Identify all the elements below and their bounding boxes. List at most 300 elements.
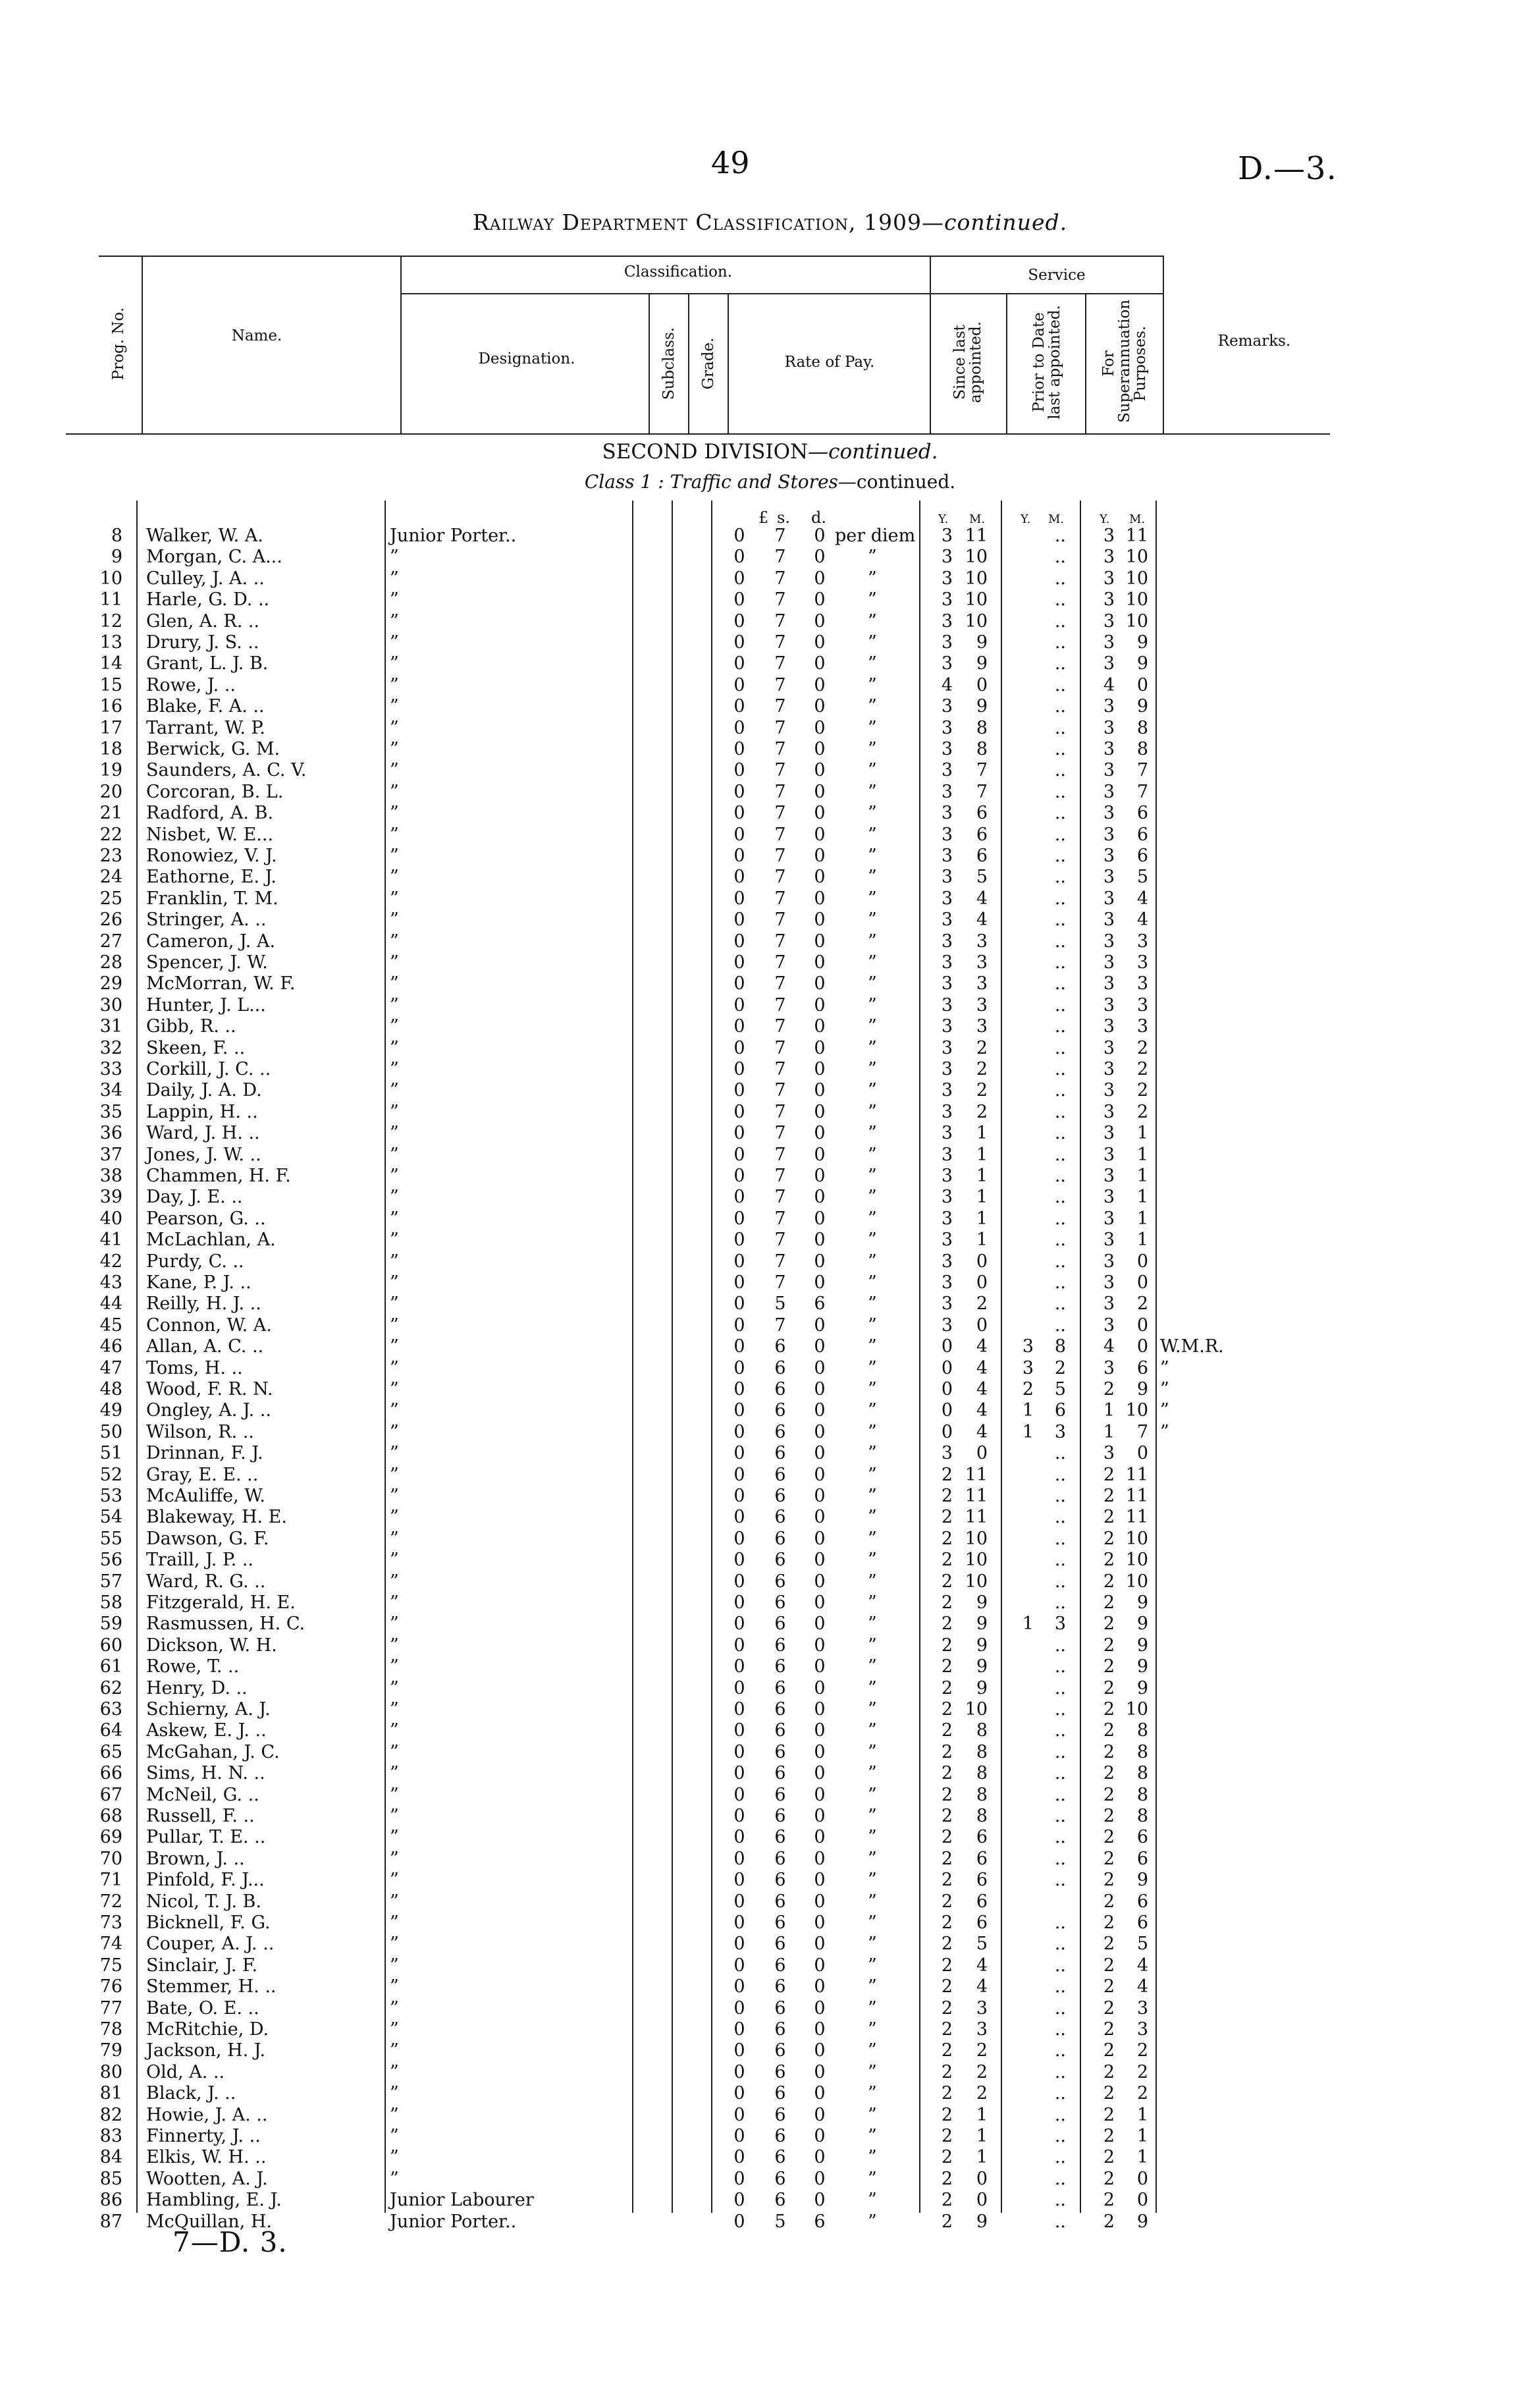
designation: ”	[390, 1037, 399, 1058]
pay-pounds: 0	[733, 1720, 745, 1741]
table-row	[0, 1400, 1540, 1421]
pay-pounds: 0	[733, 1934, 745, 1955]
prog-number: 66	[99, 1763, 122, 1784]
pay-unit: ”	[868, 2190, 877, 2211]
designation: ”	[390, 1913, 399, 1933]
designation: ”	[390, 824, 399, 845]
super-months: 6	[1136, 1913, 1148, 1933]
since-months: 9	[976, 1592, 988, 1613]
prog-number: 17	[99, 717, 122, 738]
table-row	[0, 1016, 1540, 1037]
prior-months: ..	[1054, 1187, 1066, 1208]
table-row	[0, 1955, 1540, 1976]
super-years: 3	[1103, 846, 1115, 866]
pay-unit: ”	[868, 696, 877, 717]
super-months: 5	[1136, 1934, 1148, 1955]
since-years: 3	[941, 717, 953, 738]
pay-pence: 0	[814, 1955, 826, 1976]
header-prior-to-date: Prior to Date last appointed.	[1030, 305, 1063, 420]
since-years: 2	[941, 1741, 953, 1762]
prior-months: ..	[1054, 1464, 1066, 1485]
since-years: 3	[941, 1080, 953, 1101]
prior-months: ..	[1054, 1144, 1066, 1165]
pay-pounds: 0	[733, 1421, 745, 1442]
designation: ”	[390, 781, 399, 802]
designation: ”	[390, 1357, 399, 1378]
pay-pounds: 0	[733, 931, 745, 952]
pay-pence: 0	[814, 2019, 826, 2040]
employee-name: Howie, J. A. ..	[146, 2104, 268, 2125]
pay-unit: ”	[868, 2040, 877, 2061]
since-months: 6	[976, 803, 988, 824]
pay-shillings: 7	[774, 568, 786, 589]
header-vrule-grade	[728, 293, 729, 433]
pay-pounds: 0	[733, 611, 745, 632]
since-months: 10	[965, 568, 988, 589]
pay-unit: ”	[868, 1123, 877, 1144]
since-months: 0	[976, 1443, 988, 1464]
header-name: Name.	[231, 327, 282, 344]
pay-unit: ”	[868, 2104, 877, 2125]
pay-pounds: 0	[733, 1550, 745, 1571]
since-months: 5	[976, 867, 988, 888]
prior-years: 1	[1022, 1614, 1034, 1635]
designation: ”	[390, 739, 399, 759]
prior-months: ..	[1054, 1955, 1066, 1976]
employee-name: Blake, F. A. ..	[146, 696, 265, 717]
employee-name: Traill, J. P. ..	[146, 1550, 254, 1571]
designation: ”	[390, 888, 399, 909]
employee-name: Sinclair, J. F.	[146, 1955, 258, 1976]
pay-unit: ”	[868, 781, 877, 802]
pay-shillings: 6	[774, 2061, 786, 2082]
pay-unit: ”	[868, 1016, 877, 1037]
since-years: 3	[941, 781, 953, 802]
table-row	[0, 1849, 1540, 1870]
designation: ”	[390, 632, 399, 653]
pay-shillings: 6	[774, 1827, 786, 1848]
super-years: 2	[1103, 1891, 1115, 1912]
designation: ”	[390, 1230, 399, 1251]
designation: ”	[390, 803, 399, 824]
unit-pence: d.	[811, 508, 826, 527]
super-months: 1	[1136, 1144, 1148, 1165]
pay-unit: ”	[868, 1464, 877, 1485]
super-years: 2	[1103, 1934, 1115, 1955]
super-years: 2	[1103, 1614, 1115, 1635]
employee-name: Hunter, J. L...	[146, 994, 266, 1016]
super-years: 3	[1103, 1315, 1115, 1336]
pay-shillings: 6	[774, 2190, 786, 2211]
pay-unit: ”	[868, 824, 877, 845]
super-years: 3	[1103, 952, 1115, 973]
pay-unit: ”	[868, 846, 877, 866]
prior-months: ..	[1054, 1037, 1066, 1058]
pay-shillings: 7	[774, 888, 786, 909]
prog-number: 11	[99, 589, 122, 611]
pay-unit: ”	[868, 1293, 877, 1315]
pay-shillings: 7	[774, 846, 786, 866]
pay-shillings: 7	[774, 1251, 786, 1272]
class-suffix: —continued.	[837, 471, 956, 493]
pay-shillings: 6	[774, 2040, 786, 2061]
table-row	[0, 867, 1540, 888]
prog-number: 38	[99, 1166, 122, 1186]
pay-pence: 0	[814, 1166, 826, 1186]
super-years: 2	[1103, 2083, 1115, 2104]
designation: ”	[390, 1080, 399, 1101]
class-name: Traffic and Stores	[670, 471, 838, 493]
since-months: 0	[976, 2190, 988, 2211]
header-prog-no: Prog. No.	[109, 307, 127, 381]
pay-unit: ”	[868, 1656, 877, 1677]
pay-pence: 0	[814, 994, 826, 1016]
pay-pence: 6	[814, 1293, 826, 1315]
since-years: 3	[941, 888, 953, 909]
designation: ”	[390, 1699, 399, 1720]
super-months: 9	[1136, 1870, 1148, 1891]
pay-pounds: 0	[733, 1870, 745, 1891]
pay-shillings: 7	[774, 781, 786, 802]
header-service: Service	[1028, 267, 1086, 284]
designation: ”	[390, 1976, 399, 1997]
prog-number: 70	[99, 1848, 122, 1869]
pay-shillings: 6	[774, 1913, 786, 1933]
pay-unit: ”	[868, 1187, 877, 1208]
since-months: 10	[965, 1528, 988, 1549]
super-months: 10	[1125, 589, 1148, 611]
pay-pounds: 0	[733, 739, 745, 759]
since-years: 3	[941, 1016, 953, 1037]
pay-unit: ”	[868, 717, 877, 738]
since-months: 7	[976, 760, 988, 781]
table-row	[0, 632, 1540, 653]
super-months: 6	[1136, 824, 1148, 845]
employee-name: Wilson, R. ..	[146, 1421, 254, 1442]
pay-unit: ”	[868, 1741, 877, 1762]
prog-number: 59	[99, 1614, 122, 1635]
pay-pence: 0	[814, 1101, 826, 1122]
super-years: 2	[1103, 1955, 1115, 1976]
super-months: 4	[1136, 909, 1148, 931]
super-years: 4	[1103, 1336, 1115, 1357]
since-months: 9	[976, 1635, 988, 1656]
super-months: 8	[1136, 717, 1148, 738]
prior-years: 1	[1022, 1400, 1034, 1421]
employee-name: Finnerty, J. ..	[146, 2126, 261, 2146]
pay-pounds: 0	[733, 1251, 745, 1272]
pay-pence: 0	[814, 1550, 826, 1571]
table-row	[0, 1059, 1540, 1080]
title-suffix: —continued.	[922, 209, 1068, 235]
pay-unit: ”	[868, 1592, 877, 1613]
super-years: 2	[1103, 2019, 1115, 2040]
prog-number: 39	[99, 1187, 122, 1208]
remark: ”	[1160, 1379, 1169, 1399]
prior-months: 8	[1054, 1336, 1066, 1357]
pay-pounds: 0	[733, 1230, 745, 1251]
super-years: 2	[1103, 2061, 1115, 2082]
table-row	[0, 952, 1540, 973]
since-months: 0	[976, 674, 988, 695]
table-row	[0, 526, 1540, 547]
prior-months: ..	[1054, 2040, 1066, 2061]
super-years: 3	[1103, 1101, 1115, 1122]
since-years: 3	[941, 824, 953, 845]
pay-pence: 0	[814, 1741, 826, 1762]
prog-number: 56	[99, 1550, 122, 1571]
prior-months: ..	[1054, 1784, 1066, 1805]
employee-name: Connon, W. A.	[146, 1315, 272, 1336]
since-years: 2	[941, 2147, 953, 2168]
pay-pounds: 0	[733, 653, 745, 674]
prior-months: ..	[1054, 739, 1066, 759]
super-years: 1	[1103, 1400, 1115, 1421]
table-row	[0, 1699, 1540, 1720]
prog-number: 10	[99, 568, 122, 589]
super-months: 4	[1136, 1976, 1148, 1997]
employee-name: Jones, J. W. ..	[146, 1144, 261, 1165]
since-years: 2	[941, 1528, 953, 1549]
class-subheading	[0, 471, 1540, 493]
prior-months: ..	[1054, 1571, 1066, 1592]
super-months: 6	[1136, 1827, 1148, 1848]
prior-months: ..	[1054, 1166, 1066, 1186]
pay-shillings: 7	[774, 653, 786, 674]
employee-name: Morgan, C. A...	[146, 547, 282, 568]
unit-super-y: Y.	[1100, 512, 1110, 526]
pay-pounds: 0	[733, 1507, 745, 1528]
prog-number: 54	[99, 1507, 122, 1528]
since-years: 0	[941, 1336, 953, 1357]
pay-unit: ”	[868, 1336, 877, 1357]
since-years: 2	[941, 2190, 953, 2211]
super-months: 3	[1136, 1997, 1148, 2019]
prior-months: ..	[1054, 1528, 1066, 1549]
pay-pounds: 0	[733, 1486, 745, 1506]
employee-name: Daily, J. A. D.	[146, 1080, 262, 1101]
table-row	[0, 1998, 1540, 2019]
prior-months: ..	[1054, 1913, 1066, 1933]
table-row	[0, 909, 1540, 931]
super-months: 7	[1136, 781, 1148, 802]
pay-pence: 0	[814, 2040, 826, 2061]
since-years: 2	[941, 1976, 953, 1997]
pay-pence: 0	[814, 909, 826, 931]
prog-number: 42	[99, 1251, 122, 1272]
unit-since-m: M.	[969, 512, 986, 526]
since-years: 3	[941, 994, 953, 1016]
prior-months: ..	[1054, 1997, 1066, 2019]
designation: ”	[390, 2083, 399, 2104]
since-years: 3	[941, 1251, 953, 1272]
pay-shillings: 7	[774, 1101, 786, 1122]
pay-pounds: 0	[733, 846, 745, 866]
since-years: 3	[941, 611, 953, 632]
classification-subrule	[402, 293, 1164, 294]
prior-months: ..	[1054, 653, 1066, 674]
super-months: 10	[1125, 568, 1148, 589]
employee-name: Nicol, T. J. B.	[146, 1891, 261, 1912]
header-top-rule	[99, 256, 1164, 257]
prog-number: 62	[99, 1677, 122, 1698]
since-months: 10	[965, 1550, 988, 1571]
pay-pounds: 0	[733, 1272, 745, 1293]
since-years: 2	[941, 1997, 953, 2019]
pay-pence: 0	[814, 1677, 826, 1698]
pay-pence: 0	[814, 632, 826, 653]
table-row	[0, 1678, 1540, 1699]
super-months: 9	[1136, 1635, 1148, 1656]
designation: ”	[390, 1293, 399, 1315]
pay-unit: ”	[868, 2147, 877, 2168]
pay-unit: ”	[868, 1614, 877, 1635]
table-row	[0, 1656, 1540, 1677]
super-years: 3	[1103, 1293, 1115, 1315]
since-years: 3	[941, 867, 953, 888]
pay-pounds: 0	[733, 1635, 745, 1656]
super-months: 3	[1136, 952, 1148, 973]
pay-pounds: 0	[733, 1464, 745, 1485]
since-months: 1	[976, 1123, 988, 1144]
prior-months: 6	[1054, 1400, 1066, 1421]
since-years: 2	[941, 1720, 953, 1741]
pay-shillings: 7	[774, 547, 786, 568]
since-years: 3	[941, 952, 953, 973]
super-years: 2	[1103, 1870, 1115, 1891]
pay-unit: ”	[868, 1677, 877, 1698]
table-row	[0, 1465, 1540, 1486]
super-years: 3	[1103, 632, 1115, 653]
prior-months: ..	[1054, 2104, 1066, 2125]
pay-pounds: 0	[733, 1848, 745, 1869]
super-months: 1	[1136, 1187, 1148, 1208]
prior-months: ..	[1054, 611, 1066, 632]
super-months: 3	[1136, 2019, 1148, 2040]
prog-number: 32	[99, 1037, 122, 1058]
super-years: 3	[1103, 1230, 1115, 1251]
prior-months: ..	[1054, 1101, 1066, 1122]
prior-months: ..	[1054, 1976, 1066, 1997]
since-months: 1	[976, 1187, 988, 1208]
since-months: 0	[976, 2168, 988, 2189]
prior-months: ..	[1054, 2126, 1066, 2146]
since-years: 2	[941, 1656, 953, 1677]
prog-number: 45	[99, 1315, 122, 1336]
pay-pounds: 0	[733, 674, 745, 695]
table-row	[0, 1080, 1540, 1101]
prior-months: 5	[1054, 1379, 1066, 1399]
designation: ”	[390, 1379, 399, 1399]
since-months: 6	[976, 1848, 988, 1869]
pay-shillings: 7	[774, 1144, 786, 1165]
employee-name: Tarrant, W. P.	[146, 717, 265, 738]
table-row	[0, 2040, 1540, 2061]
pay-unit: ”	[868, 1528, 877, 1549]
pay-pounds: 0	[733, 1656, 745, 1677]
pay-shillings: 7	[774, 973, 786, 994]
pay-pounds: 0	[733, 760, 745, 781]
pay-unit: ”	[868, 931, 877, 952]
super-months: 7	[1136, 1421, 1148, 1442]
pay-unit: ”	[868, 1357, 877, 1378]
super-years: 3	[1103, 1357, 1115, 1378]
pay-unit: ”	[868, 1827, 877, 1848]
employee-name: Wootten, A. J.	[146, 2168, 268, 2189]
designation: ”	[390, 653, 399, 674]
employee-name: McQuillan, H.	[146, 2211, 272, 2232]
prog-number: 15	[99, 674, 122, 695]
pay-unit: ”	[868, 1400, 877, 1421]
pay-pence: 0	[814, 1059, 826, 1079]
pay-pence: 0	[814, 1421, 826, 1442]
prog-number: 71	[99, 1870, 122, 1891]
pay-shillings: 7	[774, 994, 786, 1016]
pay-pounds: 0	[733, 803, 745, 824]
since-months: 11	[965, 526, 988, 546]
pay-pence: 0	[814, 760, 826, 781]
table-row	[0, 1208, 1540, 1230]
super-months: 10	[1125, 1699, 1148, 1720]
pay-unit: ”	[868, 1037, 877, 1058]
employee-name: Jackson, H. J.	[146, 2040, 266, 2061]
pay-pounds: 0	[733, 1677, 745, 1698]
super-months: 2	[1136, 2040, 1148, 2061]
pay-pounds: 0	[733, 1037, 745, 1058]
super-months: 9	[1136, 1677, 1148, 1698]
table-row	[0, 718, 1540, 739]
employee-name: Reilly, H. J. ..	[146, 1293, 261, 1315]
pay-pence: 0	[814, 1891, 826, 1912]
super-years: 2	[1103, 1656, 1115, 1677]
since-years: 2	[941, 1955, 953, 1976]
since-years: 3	[941, 1123, 953, 1144]
prog-number: 49	[99, 1400, 122, 1421]
designation: ”	[390, 1208, 399, 1229]
table-row	[0, 846, 1540, 867]
prog-number: 23	[99, 846, 122, 866]
pay-shillings: 7	[774, 696, 786, 717]
pay-pence: 0	[814, 1144, 826, 1165]
employee-name: Cameron, J. A.	[146, 931, 276, 952]
pay-pounds: 0	[733, 1379, 745, 1399]
pay-pounds: 0	[733, 717, 745, 738]
prior-months: ..	[1054, 2083, 1066, 2104]
prog-number: 48	[99, 1379, 122, 1399]
pay-pence: 0	[814, 1230, 826, 1251]
pay-shillings: 6	[774, 1720, 786, 1741]
unit-since-y: Y.	[938, 512, 949, 526]
table-row	[0, 675, 1540, 696]
prior-months: ..	[1054, 1870, 1066, 1891]
super-months: 9	[1136, 2211, 1148, 2232]
pay-shillings: 7	[774, 1037, 786, 1058]
designation: ”	[390, 1934, 399, 1955]
pay-pence: 0	[814, 1336, 826, 1357]
pay-shillings: 6	[774, 1635, 786, 1656]
pay-unit: ”	[868, 1955, 877, 1976]
super-months: 10	[1125, 547, 1148, 568]
since-years: 3	[941, 760, 953, 781]
since-years: 3	[941, 653, 953, 674]
pay-shillings: 7	[774, 632, 786, 653]
designation: ”	[390, 846, 399, 866]
since-months: 4	[976, 1336, 988, 1357]
designation: ”	[390, 1614, 399, 1635]
since-months: 9	[976, 1656, 988, 1677]
super-years: 3	[1103, 589, 1115, 611]
prog-number: 78	[99, 2019, 122, 2040]
